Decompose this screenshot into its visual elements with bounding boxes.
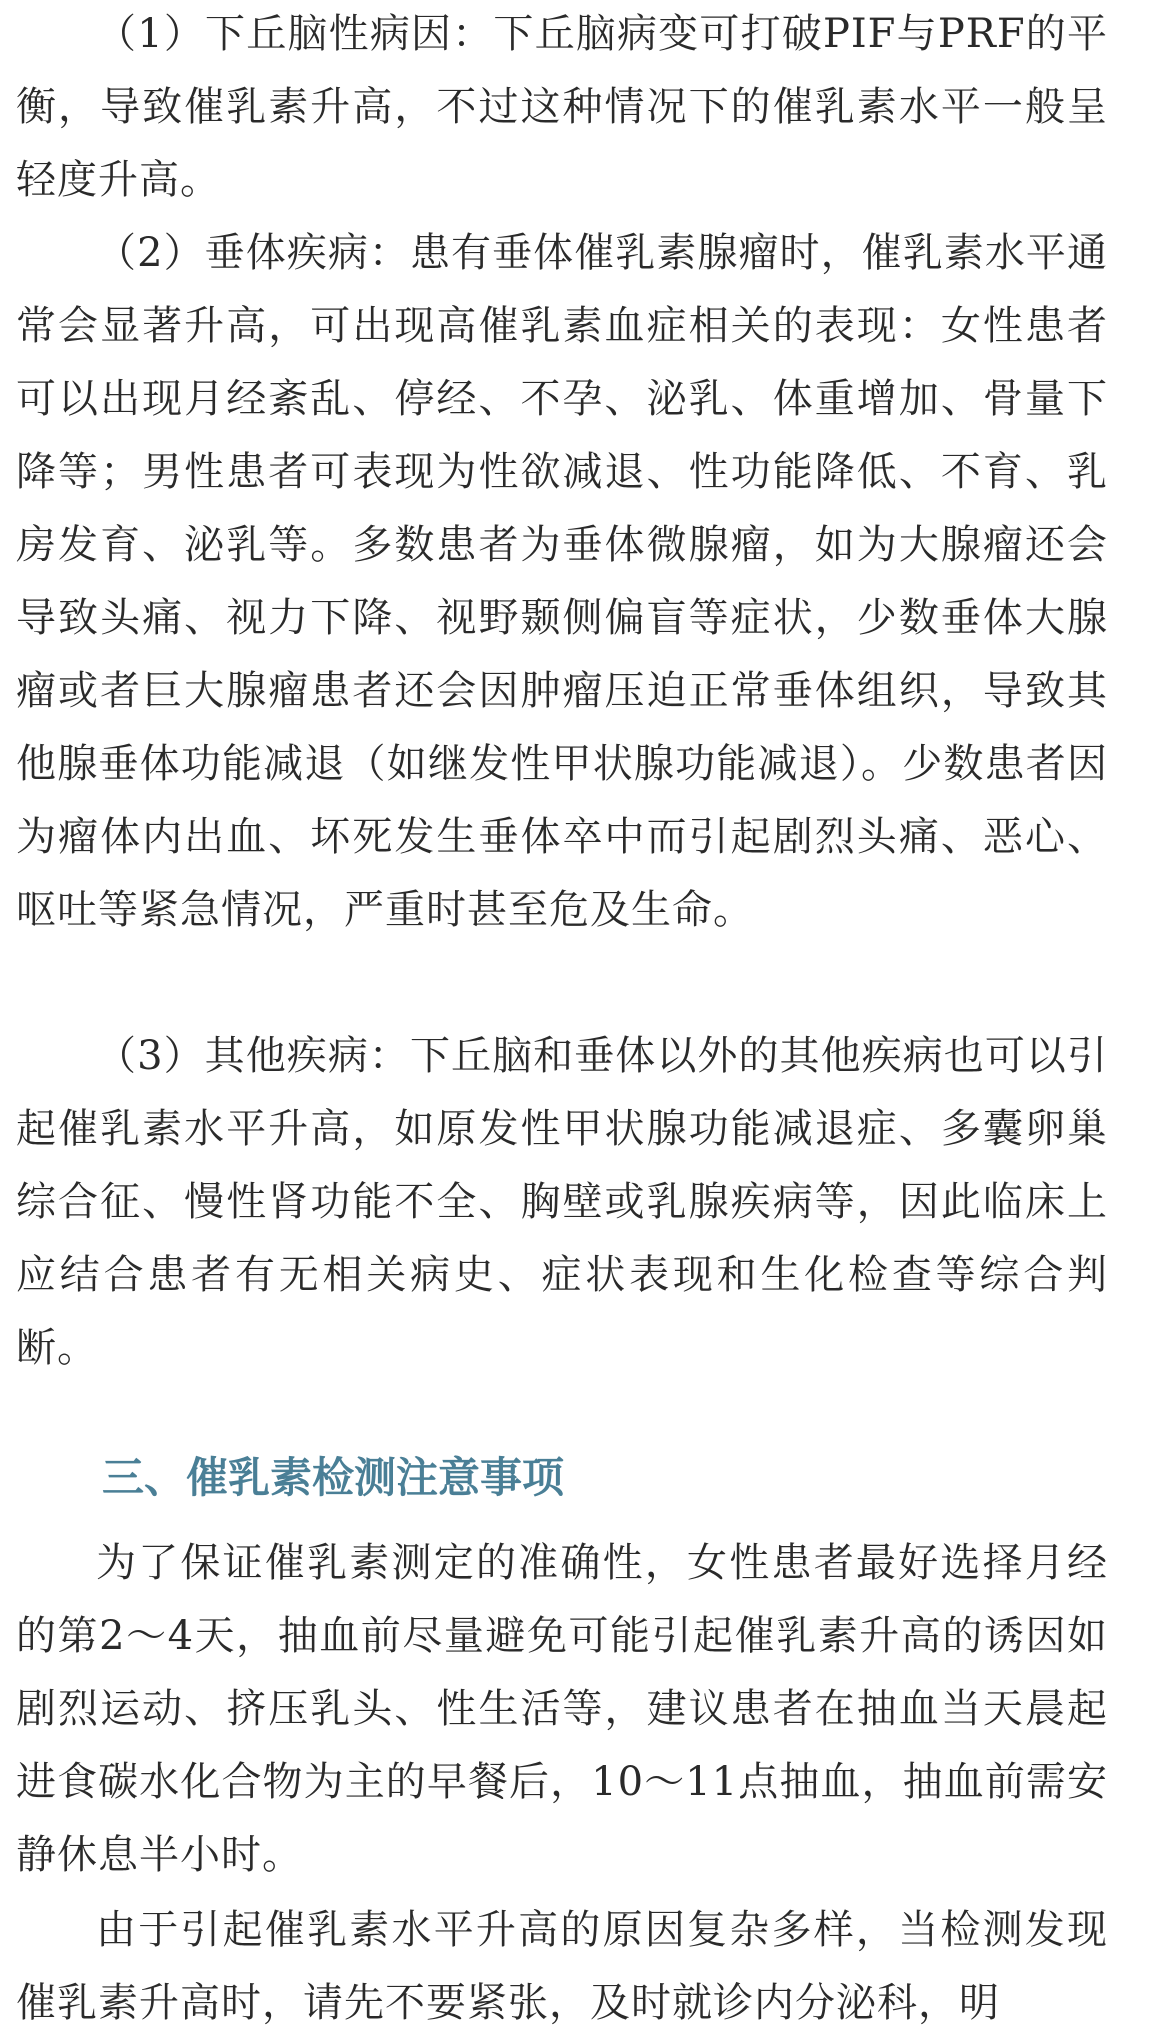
paragraph-test-precautions: 为了保证催乳素测定的准确性，女性患者最好选择月经的第2～4天，抽血前尽量避免可能引起催乳素升高的诱因如剧烈运动、挤压乳头、性生活等，建议患者在抽血当天晨起进食碳水化合物为主的早餐后，10～11点抽血，抽血前需安静休息半小时。: [16, 1540, 1108, 1878]
paragraph-hypothalamic-cause: （1）下丘脑性病因：下丘脑病变可打破PIF与PRF的平衡，导致催乳素升高，不过这种情况下的催乳素水平一般呈轻度升高。: [16, 11, 1108, 203]
paragraph-pituitary-disease: （2）垂体疾病：患有垂体催乳素腺瘤时，催乳素水平通常会显著升高，可出现高催乳素血症相关的表现：女性患者可以出现月经紊乱、停经、不孕、泌乳、体重增加、骨量下降等；男性患者可表现为性欲减退、性功能降低、不育、乳房发育、泌乳等。多数患者为垂体微腺瘤，如为大腺瘤还会导致头痛、视力下降、视野颞侧偏盲等症状，少数垂体大腺瘤或者巨大腺瘤患者还会因肿瘤压迫正常垂体组织，导致其他腺垂体功能减退（如继发性甲状腺功能减退）。少数患者因为瘤体内出血、坏死发生垂体卒中而引起剧烈头痛、恶心、呕吐等紧急情况，严重时甚至危及生命。: [16, 230, 1108, 933]
paragraph-other-diseases: （3）其他疾病：下丘脑和垂体以外的其他疾病也可以引起催乳素水平升高，如原发性甲状腺功能减退症、多囊卵巢综合征、慢性肾功能不全、胸壁或乳腺疾病等，因此临床上应结合患者有无相关病史、症状表现和生化检查等综合判断。: [16, 1033, 1108, 1371]
paragraph-followup-advice: 由于引起催乳素水平升高的原因复杂多样，当检测发现催乳素升高时，请先不要紧张，及时就诊内分泌科，明: [16, 1907, 1108, 2026]
section-heading: 三、催乳素检测注意事项: [102, 1453, 565, 1502]
